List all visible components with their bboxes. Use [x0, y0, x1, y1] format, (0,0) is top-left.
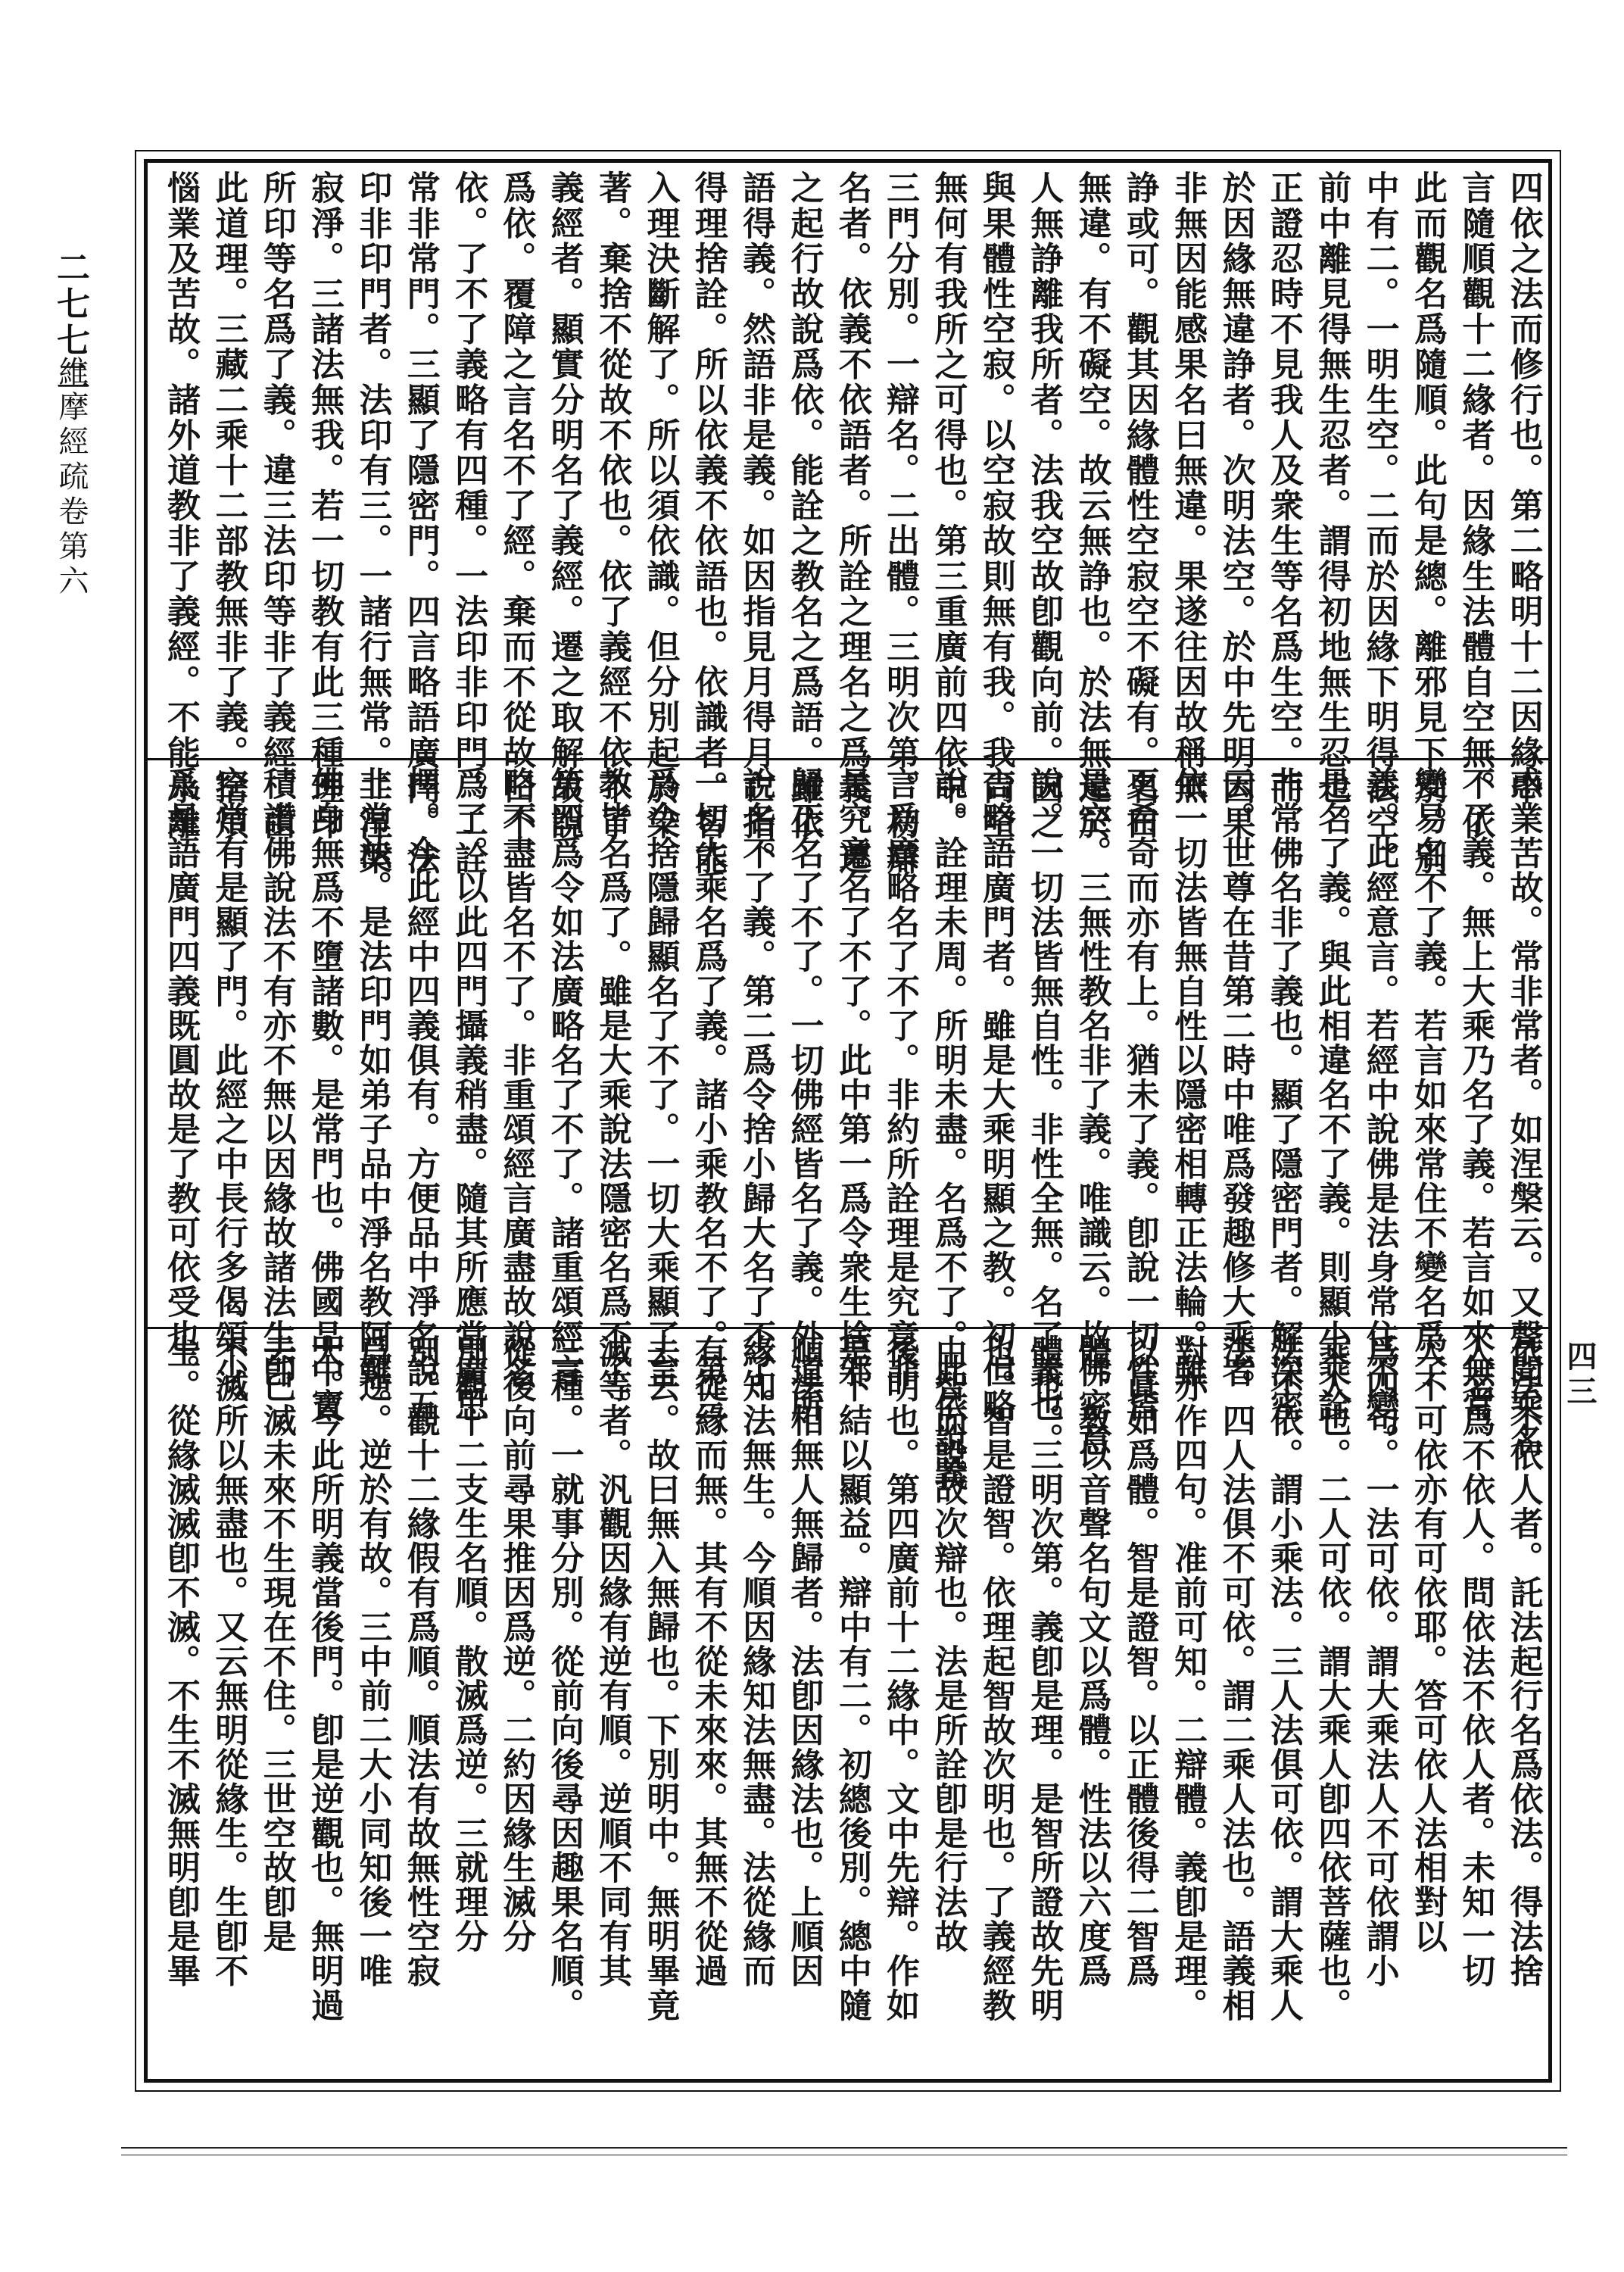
- text-column: 爲四句。一法可依。謂大乘法人不可依謂小: [1360, 1334, 1399, 1988]
- text-column: 名者。依義不依語者。所詮之理名之爲義。遷: [832, 170, 871, 876]
- text-column: 緣知法無生。今順因緣知法無盡。法從緣而: [737, 1334, 776, 1988]
- text-column: 得理捨詮。所以依義不依語也。依識者。智能: [688, 170, 728, 876]
- text-column: 爲是語廣門四義既圓故是了教可依受也。: [161, 766, 200, 1388]
- text-column: 教皆名爲了。雖是大乘說法隱密名爲不了。: [593, 766, 632, 1423]
- text-column: 說名不了義。第二爲令捨小歸大名了不了。: [737, 766, 776, 1423]
- text-column: 印非印門者。法印有三。一諸行無常。二涅槃: [353, 170, 392, 876]
- text-column: 所印等名爲了義。違三法印等非了義經。由: [257, 170, 296, 841]
- upper-register: [159, 170, 1545, 876]
- text-column: 體也。三明次第。義卽是理。是智所證故先明: [1024, 1334, 1064, 2022]
- text-column: 惑業苦故。常非常者。如涅槃云。又聲聞乘名: [1504, 766, 1543, 1457]
- text-column: 滅等者。汎觀因緣有逆有順。逆順不同有其: [593, 1334, 632, 1988]
- text-column: 爲了。以此四門攝義稍盡。隨其所應當廣思: [449, 766, 488, 1423]
- text-column: 以眞如爲體。智是證智。以正體後得二智爲: [1120, 1334, 1159, 1988]
- text-column: 與果體性空寂。以空寂故則無有我。我尙空: [976, 170, 1015, 841]
- text-column: 人無諍離我所者。法我空故卽觀向前。因之: [1024, 170, 1064, 841]
- text-column: 非常佛名非了義也。顯了隱密門者。解深密: [1264, 766, 1303, 1423]
- lower-register: [159, 1334, 1545, 2022]
- text-column: 擇。今此經中四義俱有。方便品中淨名說五: [401, 766, 440, 1423]
- text-column: 積讚佛說法不有亦不無以因緣故諸法生卽: [257, 766, 296, 1388]
- text-column: 說。詮理未周。所明未盡。名爲不了。此依說義: [928, 766, 968, 1492]
- middle-register: [159, 766, 1545, 1492]
- text-column: 歸正名了不了。一切佛經皆名了義。外道所: [784, 766, 824, 1423]
- text-column: 乘人也。二人可依。謂大乘人卽四依菩薩也。: [1312, 1334, 1351, 2022]
- text-column: 是空。三無性教名非了義。唯識云。故佛密意: [1072, 766, 1111, 1457]
- text-column: 略不盡皆名不了。非重頌經言廣盡故說名: [497, 766, 536, 1388]
- text-column: 別觀十二支生名順。散滅爲逆。三就理分: [449, 1334, 488, 1954]
- text-column: 依一切法皆無自性以隱密相轉正法輪。雖: [1168, 766, 1208, 1388]
- text-column: 義經者。顯實分明名了義經。遷之取解故說: [544, 170, 584, 841]
- text-column: 爲令捨隱歸顯名了不了。一切大乘顯了言: [641, 766, 680, 1388]
- text-column: 別。觀十二緣假有爲順。順法有故無性空寂: [401, 1334, 440, 1988]
- text-column: 變易名不了義。若言如來常住不變名爲了: [1407, 766, 1447, 1388]
- text-column: 爲逆。逆於有故。三中前二大小同知後一唯: [353, 1334, 392, 1988]
- text-column: 也。智是證智。依理起智故次明也。了義經教: [976, 1334, 1015, 2022]
- text-column: 有從緣而無。其有不從未來來。其無不從過: [688, 1334, 728, 1988]
- text-column: 此而觀名爲隨順。此句是總。離邪見下別。別: [1407, 170, 1447, 876]
- bottom-rule: [121, 2147, 1567, 2149]
- text-column: 言略語廣門者。雖是大乘明顯之教。初但略: [976, 766, 1015, 1423]
- text-column: 言爲廣略名了不了。非約所詮理是究竟非: [881, 766, 920, 1388]
- text-column: 生。從緣滅滅卽不滅。不生不滅無明卽是畢: [161, 1334, 200, 1988]
- text-column: 言隨順觀十二緣者。因緣生法體自空無。依: [1456, 170, 1495, 841]
- text-column: 法。四人法俱不可依。謂二乘人法也。語義相: [1216, 1334, 1255, 2022]
- text-column: 著。棄捨不從故不依也。依了義經不依不了: [593, 170, 632, 841]
- text-column: 語得義。然語非是義。如因指見月得月亡指。: [737, 170, 776, 876]
- text-column: 云。世尊在昔第二時中唯爲發趣修大乘者: [1216, 766, 1255, 1388]
- text-column: 是究竟名了不了。此中第一爲令衆生捨邪: [832, 766, 871, 1388]
- text-column: 從後向前尋果推因爲逆。二約因緣生滅分: [497, 1334, 536, 1954]
- text-column: 正證忍時不見我人及衆生等名爲生空。而: [1264, 170, 1303, 806]
- text-column: 非常法。是法印門如弟子品中淨名教阿難。: [353, 766, 392, 1423]
- text-column: 順法相無人無歸者。法卽因緣法也。上順因: [784, 1334, 824, 1988]
- book-title: 維摩經疏卷第六: [54, 356, 89, 600]
- page-number: 二七七二: [51, 250, 89, 395]
- text-column: 說。一切法皆無自性。非性全無。名了義也。: [1024, 766, 1064, 1457]
- text-column: 寂淨。三諸法無我。若一切教有此三種理印: [305, 170, 344, 841]
- text-column: 由智而說故次辯也。法是所詮卽是行法故: [928, 1334, 968, 1954]
- text-column: 三門分別。一辯名。二出體。三明次第。初辯: [881, 170, 920, 876]
- text-column: 人名爲不依人。問依法不依人者。未知一切: [1456, 1334, 1495, 1988]
- text-column: 大。今此所明義當後門。卽是逆觀也。無明過: [305, 1334, 344, 2022]
- text-column: 義。此經意言。若經中說佛是法身常住不變。: [1360, 766, 1399, 1457]
- text-column: 於因緣無違諍者。次明法空。於中先明因果: [1216, 170, 1255, 841]
- text-column: 不了義。無上大乘乃名了義。若言如來無常: [1456, 766, 1495, 1423]
- text-column: 空常有是顯了門。此經之中長行多偈頌少。: [209, 766, 248, 1423]
- text-column: 依法不依人者。託法起行名爲依法。得法捨: [1504, 1334, 1543, 1988]
- text-column: 第四爲令如法廣略名了不了。諸重頌經言: [544, 766, 584, 1388]
- text-column: 非無因能感果名曰無違。果遂往因故稱無: [1168, 170, 1208, 806]
- text-column: 去已滅未來不生現在不住。三世空故卽是: [257, 1334, 296, 1954]
- text-column: 前中離見得無生忍者。謂得初地無生忍也。: [1312, 170, 1351, 841]
- text-column: 依。了不了義略有四種。一法印非印門。二詮: [449, 170, 488, 876]
- text-column: 後明也。第四廣前十二緣中。文中先辯。作如: [881, 1334, 920, 2022]
- text-column: 人不可依亦有可依耶。答可依人法相對以: [1407, 1334, 1447, 1954]
- text-column: 三種。一就事分別。從前向後尋因趣果名順。: [544, 1334, 584, 2022]
- text-column: 之起行故說爲依。能詮之教名之爲語。雖依: [784, 170, 824, 841]
- text-column: 更希奇而亦有上。猶未了義。卽說一切性皆: [1120, 766, 1159, 1423]
- text-column: 體。教以音聲名句文以爲體。性法以六度爲: [1072, 1334, 1111, 1988]
- text-column: 爲依。覆障之言名不了經。棄而不從故曰不: [497, 170, 536, 841]
- leaf-number: 四三: [1562, 1340, 1598, 1410]
- text-column: 四依之法而修行也。第二略明十二因緣中: [1504, 170, 1543, 806]
- text-column: 是下結以顯益。辯中有二。初總後別。總中隨: [832, 1334, 871, 2022]
- text-column: 此道理。三藏二乘十二部教無非了義。捨煩: [209, 170, 248, 841]
- text-column: 惱業及苦故。諸外道教非了義經。不能永離: [161, 170, 200, 841]
- text-column: 常非常門。三顯了隱密門。四言略語廣門。法: [401, 170, 440, 876]
- text-column: 無違。有不礙空。故云無諍也。於法無違於: [1072, 170, 1111, 841]
- text-column: 中有二。一明生空。二而於因緣下明得法空。: [1360, 170, 1399, 876]
- text-column: 一切大乘名爲了義。諸小乘教名不了。第三: [688, 766, 728, 1423]
- text-column: 入理決斷解了。所以須依識。但分別起於染: [641, 170, 680, 841]
- text-column: 無何有我所之可得也。第三重廣前四依中。: [928, 170, 968, 841]
- text-column: 是名了義。與此相違名不了義。則顯小乘詮: [1312, 766, 1351, 1423]
- text-column: 佛身無爲不墮諸數。是常門也。佛國品中寶: [305, 766, 344, 1423]
- text-column: 法不依。謂小乘法。三人法俱可依。謂大乘人: [1264, 1334, 1303, 2022]
- text-column: 不滅所以無盡也。又云無明從緣生。生卽不: [209, 1334, 248, 1988]
- text-column: 對亦作四句。准前可知。二辯體。義卽是理。: [1168, 1334, 1208, 2022]
- text-column: 去去。故曰無入無歸也。下別明中。無明畢竟: [641, 1334, 680, 2022]
- text-column: 諍或可。觀其因緣體性空寂空不礙有。名曰: [1120, 170, 1159, 841]
